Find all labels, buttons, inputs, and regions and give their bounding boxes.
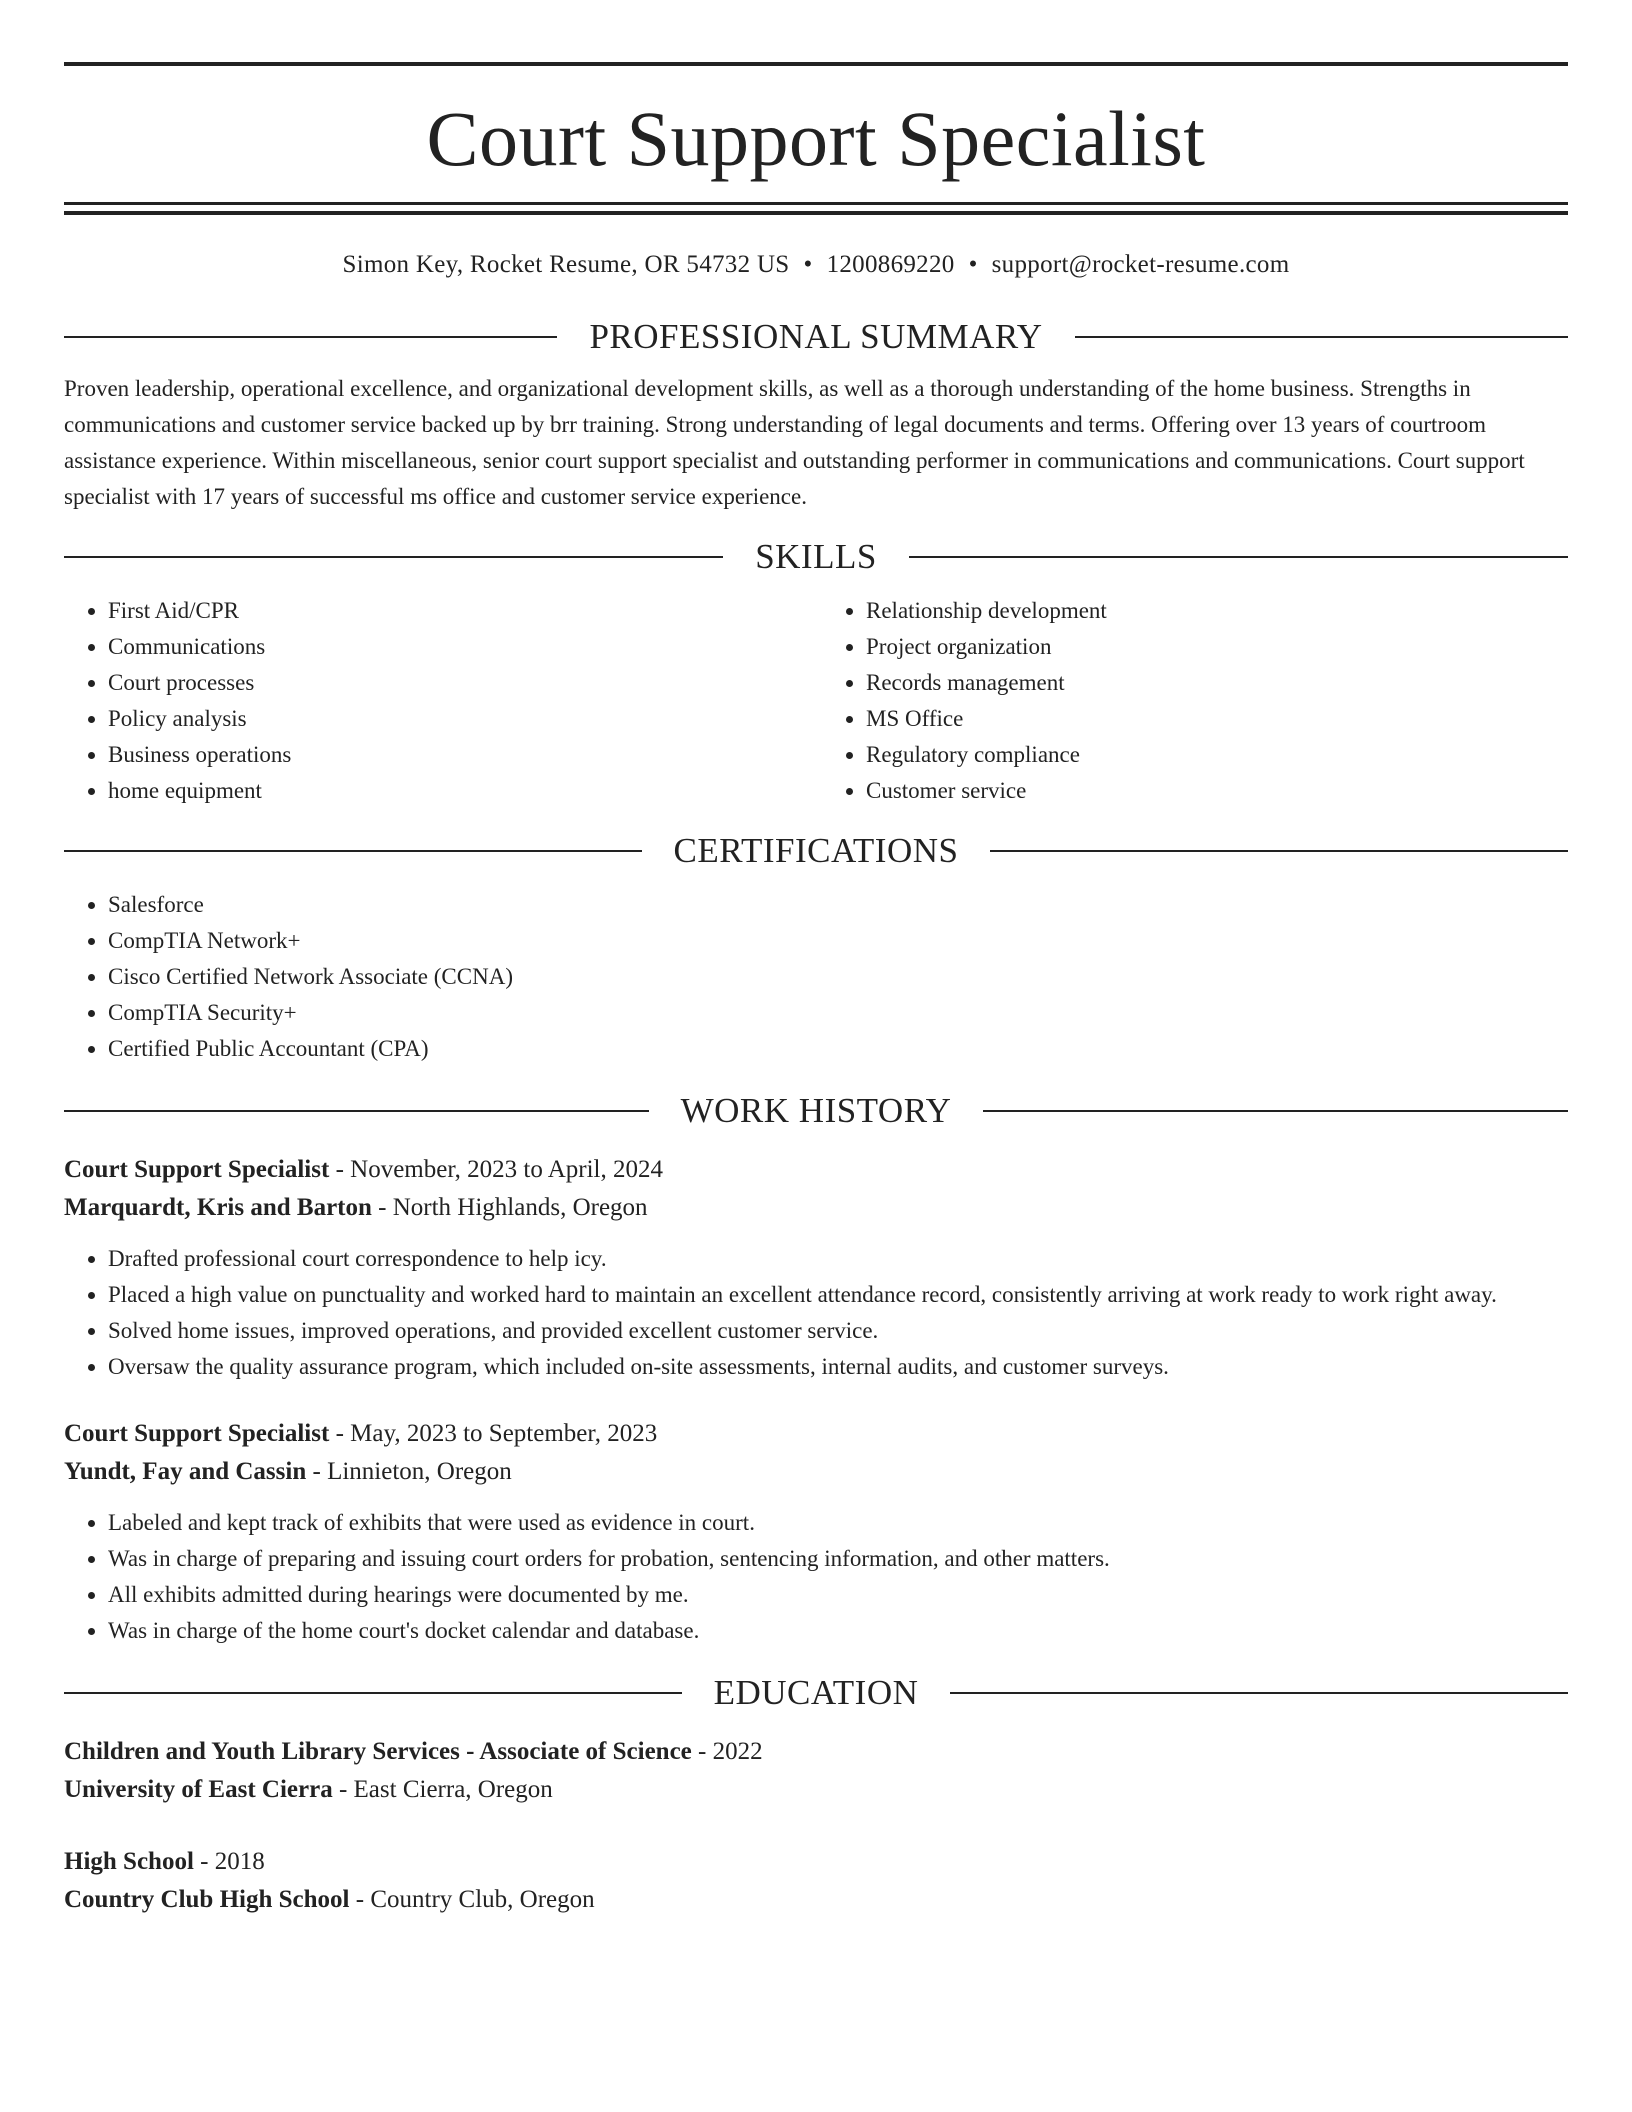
education-year: - 2018 — [193, 1848, 265, 1875]
skill-item: • Policy analysis — [108, 701, 810, 737]
section-header-work-history — [64, 1089, 1568, 1133]
skills-list — [64, 593, 1568, 809]
skill-item: • Customer service — [866, 773, 1568, 809]
job-bullet: • All exhibits admitted during hearings were documented by me. — [108, 1577, 1568, 1613]
section-header-certifications — [64, 829, 1568, 873]
education-school: University of East Cierra — [64, 1776, 333, 1803]
certifications-list — [64, 887, 1568, 1067]
skill-item: • Regulatory compliance — [866, 737, 1568, 773]
section-rule-left — [64, 1692, 682, 1694]
job-bullet: • Was in charge of the home court's docket calendar and database. — [108, 1613, 1568, 1649]
job-title: Court Support Specialist — [64, 1156, 330, 1183]
education-school-line — [64, 1881, 1568, 1919]
section-title: CERTIFICATIONS — [673, 831, 959, 870]
skill-item: • Records management — [866, 665, 1568, 701]
education-degree-line — [64, 1733, 1568, 1771]
section-header-education — [64, 1671, 1568, 1715]
job-entry — [64, 1415, 1568, 1649]
skill-item: • Project organization — [866, 629, 1568, 665]
skill-item: • Communications — [108, 629, 810, 665]
section-rule-right — [983, 1110, 1568, 1112]
education-location: - Country Club, Oregon — [349, 1886, 595, 1913]
section-title: PROFESSIONAL SUMMARY — [589, 317, 1043, 356]
page-title: Court Support Specialist — [426, 95, 1206, 182]
certification-item: • CompTIA Security+ — [108, 995, 1568, 1031]
certification-item: • CompTIA Network+ — [108, 923, 1568, 959]
skill-item: • Relationship development — [866, 593, 1568, 629]
job-bullet: • Solved home issues, improved operations, and provided excellent customer service. — [108, 1313, 1568, 1349]
contact-phone: 1200869220 — [826, 251, 955, 278]
job-dates: - November, 2023 to April, 2024 — [329, 1156, 663, 1183]
section-header-skills — [64, 535, 1568, 579]
certification-item: • Cisco Certified Network Associate (CCNA) — [108, 959, 1568, 995]
certification-item: • Salesforce — [108, 887, 1568, 923]
education-location: - East Cierra, Oregon — [332, 1776, 553, 1803]
skills-column-right — [810, 593, 1568, 809]
job-bullets — [64, 1241, 1568, 1385]
education-entry — [64, 1733, 1568, 1809]
education-degree-line — [64, 1843, 1568, 1881]
job-title-line — [64, 1151, 1568, 1189]
skill-item: • home equipment — [108, 773, 810, 809]
job-bullet: • Oversaw the quality assurance program, which included on-site assessments, internal audits, and customer surveys. — [108, 1349, 1568, 1385]
skill-item: • Business operations — [108, 737, 810, 773]
education-degree: High School — [64, 1848, 194, 1875]
section-rule-right — [1075, 336, 1568, 338]
job-dates: - May, 2023 to September, 2023 — [329, 1420, 658, 1447]
title-double-rule — [64, 202, 1568, 215]
contact-address: Simon Key, Rocket Resume, OR 54732 US — [342, 251, 790, 278]
contact-email: support@rocket-resume.com — [991, 251, 1290, 278]
section-header-summary — [64, 315, 1568, 359]
job-location: - North Highlands, Oregon — [371, 1194, 648, 1221]
job-bullet: • Was in charge of preparing and issuing court orders for probation, sentencing information, and other matters. — [108, 1541, 1568, 1577]
job-company-line — [64, 1453, 1568, 1491]
job-bullets — [64, 1505, 1568, 1649]
job-bullet: • Labeled and kept track of exhibits that were used as evidence in court. — [108, 1505, 1568, 1541]
contact-separator: • — [803, 251, 813, 278]
section-rule-left — [64, 556, 723, 558]
section-rule-left — [64, 1110, 649, 1112]
job-company: Marquardt, Kris and Barton — [64, 1194, 372, 1221]
job-title-line — [64, 1415, 1568, 1453]
section-rule-right — [950, 1692, 1568, 1694]
job-bullet: • Placed a high value on punctuality and worked hard to maintain an excellent attendance record, consistently arriving at work ready to work right away. — [108, 1277, 1568, 1313]
skills-column-left — [64, 593, 810, 809]
job-bullet: • Drafted professional court correspondence to help icy. — [108, 1241, 1568, 1277]
job-company-line — [64, 1189, 1568, 1227]
top-rule — [64, 62, 1568, 66]
section-rule-right — [990, 850, 1568, 852]
section-title: SKILLS — [755, 537, 877, 576]
job-title: Court Support Specialist — [64, 1420, 330, 1447]
section-rule-left — [64, 850, 642, 852]
education-year: - 2022 — [691, 1738, 763, 1765]
section-rule-right — [909, 556, 1568, 558]
education-entry — [64, 1843, 1568, 1919]
section-title: EDUCATION — [713, 1673, 919, 1712]
contact-separator: • — [968, 251, 978, 278]
skill-item: • Court processes — [108, 665, 810, 701]
education-school: Country Club High School — [64, 1886, 350, 1913]
education-degree: Children and Youth Library Services - Associate of Science — [64, 1738, 692, 1765]
section-title: WORK HISTORY — [680, 1091, 952, 1130]
summary-text: Proven leadership, operational excellence, and organizational development skills, as well as a thorough understanding of the home business. Strengths in communications and customer service backed up by brr training. Strong understanding of legal documents and terms. Offering over 13 years of courtroom assistance experience. Within miscellaneous, senior court support specialist and outstanding performer in communications and communications. Court support specialist with 17 years of successful ms office and customer service experience. — [64, 376, 1525, 509]
section-rule-left — [64, 336, 557, 338]
job-company: Yundt, Fay and Cassin — [64, 1458, 307, 1485]
job-entry — [64, 1151, 1568, 1385]
job-location: - Linnieton, Oregon — [306, 1458, 512, 1485]
certification-item: • Certified Public Accountant (CPA) — [108, 1031, 1568, 1067]
skill-item: • First Aid/CPR — [108, 593, 810, 629]
contact-line — [64, 249, 1568, 281]
skill-item: • MS Office — [866, 701, 1568, 737]
education-school-line — [64, 1771, 1568, 1809]
